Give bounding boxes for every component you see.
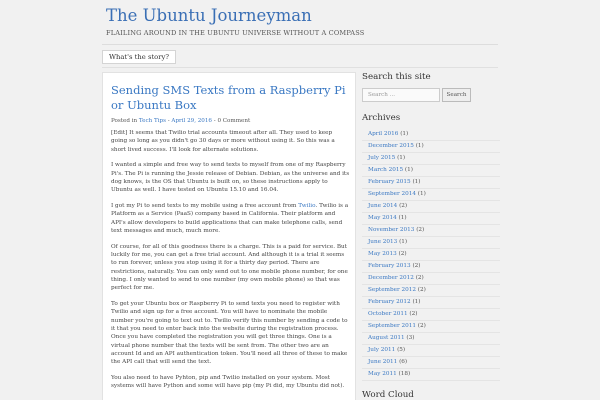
post-paragraph: I wanted a simple and free way to send texts to myself from one of my Raspberry Pi's. The Pi is running the Jessie release of Debian. Debian, as the universe and its dog knows, is the OS that Ubuntu is built on, so these instructions apply to Ubuntu as well. I have tested on Ubuntu 15.10 and 16.04. (111, 162, 350, 194)
archive-count: (2) (396, 251, 407, 257)
post-paragraph: To get your Ubuntu box or Raspberry Pi to send texts you need to register with Twilio and sign up for a free account. You will have to nominate the mobile number you're going to text out to. Twilio verify this number by sending a code to it that you need to enter back into the website during the registration process. Once you have completed the registration you will get three things. One is a virtual phone number that the texts will be sent from. The other two are an account Id and an API authentication token. You'll need all three of these to make the API call that will send the text. (111, 301, 348, 366)
archive-link[interactable]: May 2013 (368, 251, 397, 257)
search-widget-title: Search this site (362, 72, 431, 82)
word-cloud-widget (362, 390, 500, 400)
archive-item (362, 177, 500, 189)
archive-link[interactable]: September 2014 (368, 191, 416, 197)
post-meta (111, 118, 351, 124)
archive-count: (2) (407, 311, 418, 317)
archive-item (362, 165, 500, 177)
archives-list (362, 129, 500, 381)
archive-count: (1) (410, 299, 421, 305)
archive-item (362, 321, 500, 333)
archive-count: (1) (403, 167, 413, 173)
post-content (102, 72, 356, 400)
archive-link[interactable]: February 2015 (368, 179, 411, 185)
archive-link[interactable]: June 2014 (368, 203, 398, 209)
archive-item (362, 273, 500, 285)
archive-count: (1) (396, 215, 407, 221)
archive-link[interactable]: September 2011 (368, 323, 416, 329)
archive-count: (1) (397, 239, 408, 245)
archive-count: (18) (396, 371, 411, 377)
archive-link[interactable]: August 2011 (368, 335, 405, 341)
twilio-link[interactable]: Twilio (298, 203, 316, 210)
post-paragraph: You also need to have Pyhton, pip and Twilio installed on your system. Most systems will have Python and some will have pip (my Pi did, my Ubuntu did not). (111, 374, 345, 390)
archives-title: Archives (362, 113, 401, 123)
archive-link[interactable]: July 2011 (368, 347, 396, 353)
archive-count: (6) (397, 359, 408, 365)
archive-item (362, 309, 500, 321)
archive-item (362, 189, 500, 201)
archive-link[interactable]: December 2015 (368, 143, 414, 149)
archives-widget (362, 113, 500, 381)
site-tagline: FLAILING AROUND IN THE UBUNTU UNIVERSE WITHOUT A COMPASS (106, 29, 365, 37)
archive-count: (2) (413, 275, 424, 281)
archive-item (362, 237, 500, 249)
post-paragraph: [Edit] It seems that Twilio trial accounts timeout after all. They used to keep going so long as you didn't go 30 days or more without using it. So this was a short lived success. I'll look for alternate solutions. (111, 130, 335, 153)
archive-item (362, 369, 500, 381)
archive-item (362, 345, 500, 357)
archive-link[interactable]: September 2012 (368, 287, 416, 293)
archive-count: (1) (398, 131, 409, 137)
archive-count: (1) (413, 143, 424, 149)
archive-link[interactable]: May 2014 (368, 215, 397, 221)
post-body (111, 129, 350, 398)
post-paragraph: Of course, for all of this goodness there is a charge. This is a paid for service. But luckily for me, you can get a free trial account. And although it is a trial it seems to run forever, unless you stop using it for a thirty day period. There are restrictions, naturally. You can only send out to one mobile phone number, for one thing. I only wanted to send to one number (my own mobile phone) so that was perfect for me. (111, 243, 348, 292)
archive-count: (2) (415, 323, 426, 329)
nav-divider (102, 67, 498, 68)
comments-count: 0 Comment (217, 118, 251, 124)
archive-count: (2) (410, 263, 421, 269)
date-link[interactable]: April 29, 2016 (171, 118, 212, 124)
archive-count: (3) (404, 335, 415, 341)
archive-item (362, 129, 500, 141)
archive-link[interactable]: June 2011 (368, 359, 398, 365)
site-header (0, 0, 600, 48)
archive-link[interactable]: December 2012 (368, 275, 414, 281)
search-input[interactable] (362, 88, 440, 102)
archive-count: (1) (415, 191, 426, 197)
archive-item (362, 141, 500, 153)
archive-item (362, 261, 500, 273)
archive-item (362, 333, 500, 345)
archive-item (362, 285, 500, 297)
header-divider (102, 44, 498, 45)
archive-link[interactable]: April 2016 (368, 131, 399, 137)
archive-link[interactable]: October 2011 (368, 311, 408, 317)
post-title[interactable]: Sending SMS Texts from a Raspberry Pi or Ubuntu Box (111, 83, 346, 112)
archive-item (362, 213, 500, 225)
search-button[interactable]: Search (442, 88, 471, 102)
archive-link[interactable]: February 2013 (368, 263, 411, 269)
post-paragraph: I got my Pi to send texts to my mobile using a free account from Twilio. Twilio is a Platform as a Service (PaaS) company based in California. Their platform and API's allow developers to build applications that can make telephone calls, send text messages and much, much more. (111, 203, 349, 234)
archive-item (362, 153, 500, 165)
category-link[interactable]: Tech Tips (138, 118, 166, 124)
archive-link[interactable]: February 2012 (368, 299, 411, 305)
archive-count: (1) (395, 155, 406, 161)
archive-count: (2) (415, 287, 426, 293)
archive-item (362, 357, 500, 369)
site-title[interactable]: The Ubuntu Journeyman (106, 6, 312, 25)
archive-link[interactable]: November 2013 (368, 227, 415, 233)
meta-separator: - (211, 118, 218, 124)
archive-count: (5) (395, 347, 406, 353)
search-form (362, 88, 500, 102)
main-nav (102, 50, 176, 64)
archive-link[interactable]: June 2013 (368, 239, 398, 245)
archive-link[interactable]: July 2015 (368, 155, 396, 161)
archive-link[interactable]: May 2011 (368, 371, 397, 377)
meta-separator: - (165, 118, 172, 124)
archive-item (362, 249, 500, 261)
archive-count: (2) (397, 203, 408, 209)
sidebar (362, 72, 500, 400)
word-cloud-title: Word Cloud (362, 390, 414, 400)
archive-count: (1) (410, 179, 421, 185)
meta-prefix: Posted in (111, 118, 138, 124)
nav-item-whats-the-story[interactable]: What's the story? (102, 50, 176, 64)
archive-item (362, 225, 500, 237)
archive-link[interactable]: March 2015 (368, 167, 404, 173)
archive-item (362, 201, 500, 213)
archive-count: (2) (414, 227, 425, 233)
archive-item (362, 297, 500, 309)
